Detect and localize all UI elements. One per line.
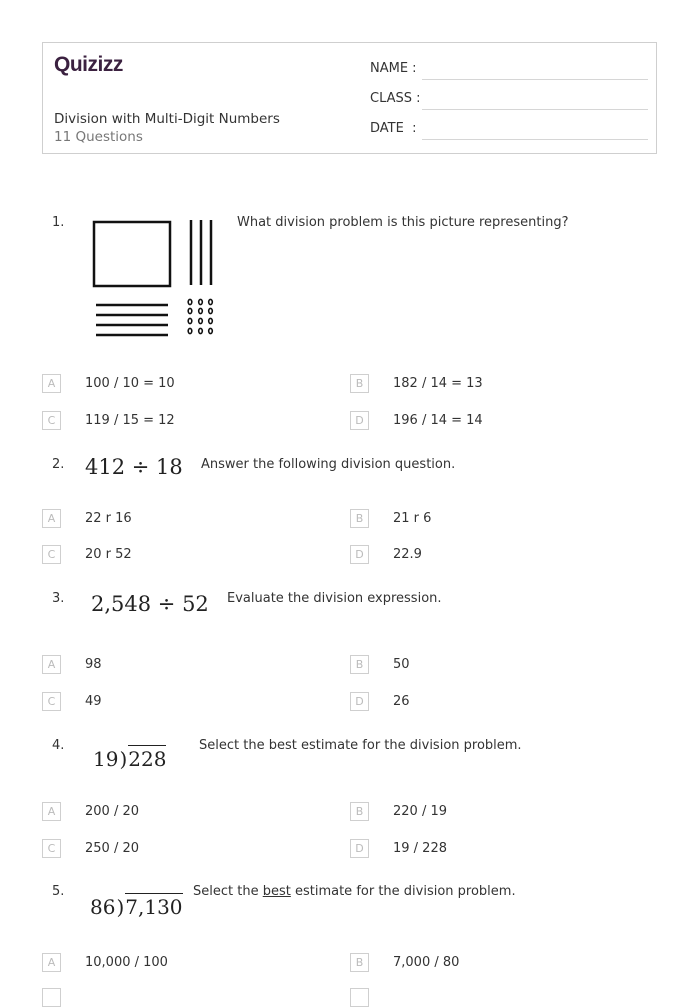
question-number: 4. xyxy=(52,738,65,753)
option-a-text: 98 xyxy=(85,657,102,672)
option-c-box[interactable]: C xyxy=(42,411,61,430)
question-number: 3. xyxy=(52,591,65,606)
option-b-box[interactable]: B xyxy=(350,509,369,528)
question-number: 2. xyxy=(52,457,65,472)
option-d-text: 26 xyxy=(393,694,410,709)
option-b-text: 21 r 6 xyxy=(393,511,432,526)
question-count: 11 Questions xyxy=(54,129,143,145)
option-d-box[interactable]: D xyxy=(350,411,369,430)
math-expression: 412 ÷ 18 xyxy=(85,455,183,479)
option-b-box[interactable]: B xyxy=(350,802,369,821)
long-division-expression xyxy=(93,745,166,771)
name-line[interactable] xyxy=(422,79,648,80)
question-text: What division problem is this picture representing? xyxy=(237,215,569,230)
option-a-box[interactable]: A xyxy=(42,953,61,972)
option-d-box[interactable] xyxy=(350,988,369,1007)
class-line[interactable] xyxy=(422,109,648,110)
dividend: 228 xyxy=(128,747,167,771)
divisor: 86 xyxy=(90,895,116,919)
question-number: 5. xyxy=(52,884,65,899)
option-d-text: 19 / 228 xyxy=(393,841,447,856)
dividend: 7,130 xyxy=(125,895,183,919)
question-text-after: estimate for the division problem. xyxy=(290,884,516,899)
date-label: DATE : xyxy=(370,121,417,136)
emphasis-word: best xyxy=(262,884,291,899)
option-d-box[interactable]: D xyxy=(350,692,369,711)
option-b-text: 182 / 14 = 13 xyxy=(393,376,483,391)
base-ten-blocks-picture xyxy=(85,215,225,340)
option-a-box[interactable]: A xyxy=(42,509,61,528)
option-a-box[interactable]: A xyxy=(42,802,61,821)
question-text: Answer the following division question. xyxy=(201,457,456,472)
option-c-text: 119 / 15 = 12 xyxy=(85,413,175,428)
question-text-before: Select the xyxy=(193,884,263,899)
question-text xyxy=(193,884,516,899)
option-b-text: 7,000 / 80 xyxy=(393,955,460,970)
option-d-box[interactable]: D xyxy=(350,839,369,858)
option-a-text: 200 / 20 xyxy=(85,804,139,819)
question-number: 1. xyxy=(52,215,65,230)
option-d-box[interactable]: D xyxy=(350,545,369,564)
divisor: 19 xyxy=(93,747,119,771)
option-c-text: 49 xyxy=(85,694,102,709)
name-field[interactable] xyxy=(370,61,648,81)
worksheet-header xyxy=(42,42,657,154)
date-line[interactable] xyxy=(422,139,648,140)
option-a-text: 100 / 10 = 10 xyxy=(85,376,175,391)
option-b-box[interactable]: B xyxy=(350,655,369,674)
option-b-text: 50 xyxy=(393,657,410,672)
class-field[interactable] xyxy=(370,91,648,111)
option-a-text: 10,000 / 100 xyxy=(85,955,168,970)
option-c-box[interactable]: C xyxy=(42,545,61,564)
question-text: Evaluate the division expression. xyxy=(227,591,442,606)
class-label: CLASS : xyxy=(370,91,421,106)
long-division-expression xyxy=(90,893,183,919)
question-text: Select the best estimate for the division problem. xyxy=(199,738,522,753)
worksheet-title: Division with Multi-Digit Numbers xyxy=(54,111,280,127)
option-c-box[interactable]: C xyxy=(42,839,61,858)
option-c-text: 250 / 20 xyxy=(85,841,139,856)
quizizz-logo: Quizizz xyxy=(54,53,123,76)
option-a-box[interactable]: A xyxy=(42,374,61,393)
option-b-box[interactable]: B xyxy=(350,953,369,972)
date-field[interactable] xyxy=(370,121,648,141)
division-bracket: ) xyxy=(119,747,128,771)
division-bracket: ) xyxy=(116,895,125,919)
option-b-text: 220 / 19 xyxy=(393,804,447,819)
option-b-box[interactable]: B xyxy=(350,374,369,393)
option-d-text: 196 / 14 = 14 xyxy=(393,413,483,428)
option-c-box[interactable]: C xyxy=(42,692,61,711)
option-a-box[interactable]: A xyxy=(42,655,61,674)
math-expression: 2,548 ÷ 52 xyxy=(91,592,209,616)
option-a-text: 22 r 16 xyxy=(85,511,132,526)
option-c-box[interactable] xyxy=(42,988,61,1007)
name-label: NAME : xyxy=(370,61,417,76)
option-d-text: 22.9 xyxy=(393,547,422,562)
option-c-text: 20 r 52 xyxy=(85,547,132,562)
